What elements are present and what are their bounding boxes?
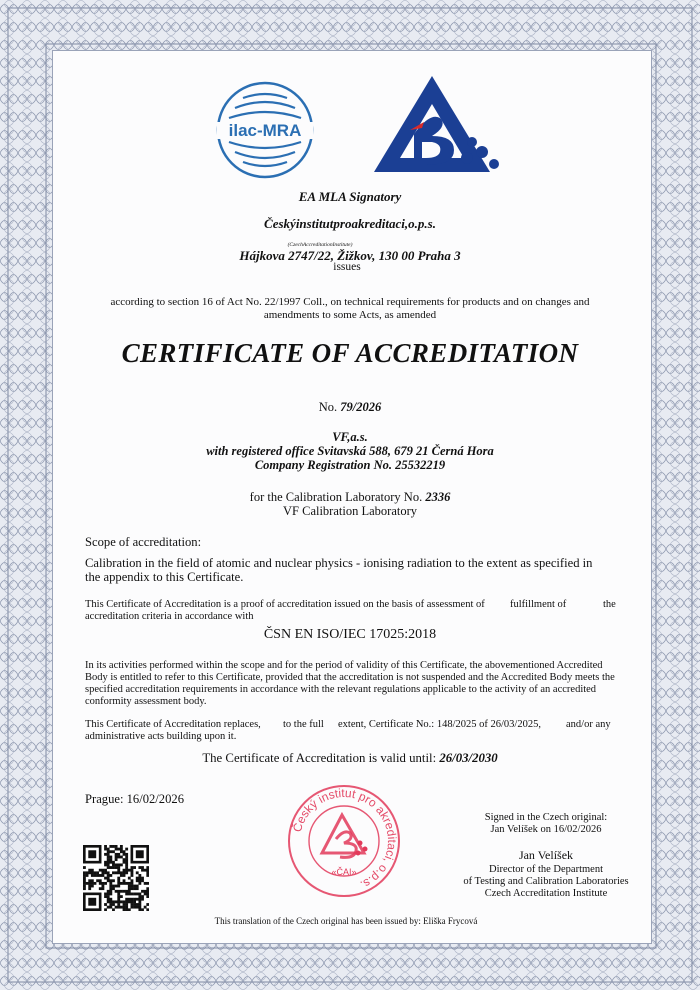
signed-line-1: Signed in the Czech original: bbox=[484, 812, 608, 823]
ilac-mra-text: ilac-MRA bbox=[228, 121, 302, 140]
laboratory-number bbox=[0, 490, 700, 505]
certificate-number bbox=[0, 400, 700, 415]
validity-line-2: Body is entitled to refer to this Certificate, provided that the accreditation is not suspended and the Accredited Body meets the bbox=[85, 672, 615, 683]
place-date: Prague: 16/02/2026 bbox=[85, 792, 184, 806]
number-label: No. bbox=[318, 400, 338, 414]
proof-line-1a: This Certificate of Accreditation is a proof of accreditation issued on the basis of assessment of bbox=[85, 599, 485, 610]
signatory-name: Jan Velíšek bbox=[518, 848, 574, 862]
replaces-c: extent, Certificate No.: 148/2025 of 26/03/2025, bbox=[338, 719, 541, 730]
replaces-a: This Certificate of Accreditation replaces, bbox=[85, 719, 261, 730]
institute-name: Českýinstitutproakreditaci,o.p.s. bbox=[264, 216, 436, 231]
validity-line-3: specified accreditation requirements in accordance with the relevant regulations applicable to the activity of an accredited bbox=[85, 684, 597, 695]
stamp-ring-text: Český institut pro akreditaci, o.p.s. bbox=[290, 785, 400, 893]
number-value: 79/2026 bbox=[340, 400, 382, 414]
valid-until-label: The Certificate of Accreditation is valid until: bbox=[202, 751, 437, 765]
valid-until-date: 26/03/2030 bbox=[439, 751, 498, 765]
law-line-1: according to section 16 of Act No. 22/1997 Coll., on technical requirements for products and on changes and bbox=[110, 296, 590, 308]
lab-prefix: for the Calibration Laboratory No. bbox=[249, 490, 423, 504]
proof-line-2: accreditation criteria in accordance with bbox=[85, 611, 254, 622]
scope-label: Scope of accreditation: bbox=[85, 535, 202, 549]
scope-line-2: the appendix to this Certificate. bbox=[85, 570, 244, 584]
valid-until bbox=[0, 751, 700, 766]
replaces-line-2: administrative acts building upon it. bbox=[85, 731, 237, 742]
proof-line-1c: the bbox=[603, 599, 616, 610]
cai-logo bbox=[370, 74, 502, 178]
translation-note: This translation of the Czech original has been issued by: Eliška Frycová bbox=[214, 916, 478, 926]
validity-line-4: conformity assessment body. bbox=[85, 696, 207, 707]
proof-line-1b: fulfillment of bbox=[510, 599, 567, 610]
holder-office: with registered office Svitavská 588, 679 21 Černá Hora bbox=[206, 444, 494, 458]
replaces-b: to the full bbox=[283, 719, 324, 730]
certificate-title: CERTIFICATE OF ACCREDITATION bbox=[121, 338, 579, 368]
lab-number: 2336 bbox=[425, 490, 451, 504]
holder-name: VF,a.s. bbox=[332, 430, 368, 444]
cai-stamp bbox=[286, 783, 402, 899]
signed-line-2: Jan Velíšek on 16/02/2026 bbox=[490, 824, 602, 835]
validity-line-1: In its activities performed within the scope and for the period of validity of this Certificate, the abovementioned Accredited bbox=[85, 660, 603, 671]
replaces-d: and/or any bbox=[566, 719, 611, 730]
ilac-mra-logo bbox=[213, 78, 317, 182]
institute-english-name: (CzechAccreditationInstitute) bbox=[287, 242, 353, 248]
institute-address: Hájkova 2747/22, Žižkov, 130 00 Praha 3 bbox=[239, 248, 461, 263]
qr-code bbox=[83, 845, 149, 911]
standard: ČSN EN ISO/IEC 17025:2018 bbox=[263, 627, 437, 642]
signatory-title-2: of Testing and Calibration Laboratories bbox=[463, 876, 629, 887]
signatory-title-3: Czech Accreditation Institute bbox=[484, 888, 608, 899]
laboratory-name: VF Calibration Laboratory bbox=[283, 504, 417, 518]
ea-mla-signatory: EA MLA Signatory bbox=[298, 189, 402, 204]
law-line-2: amendments to some Acts, as amended bbox=[263, 309, 437, 321]
signatory-title-1: Director of the Department bbox=[489, 864, 603, 875]
holder-registration: Company Registration No. 25532219 bbox=[254, 458, 446, 472]
validity-paragraph bbox=[85, 660, 615, 708]
scope-line-1: Calibration in the field of atomic and nuclear physics - ionising radiation to the extent as specified in bbox=[85, 556, 593, 570]
issues-word: issues bbox=[333, 261, 361, 273]
stamp-bottom-text: «ČAI» bbox=[331, 867, 357, 877]
